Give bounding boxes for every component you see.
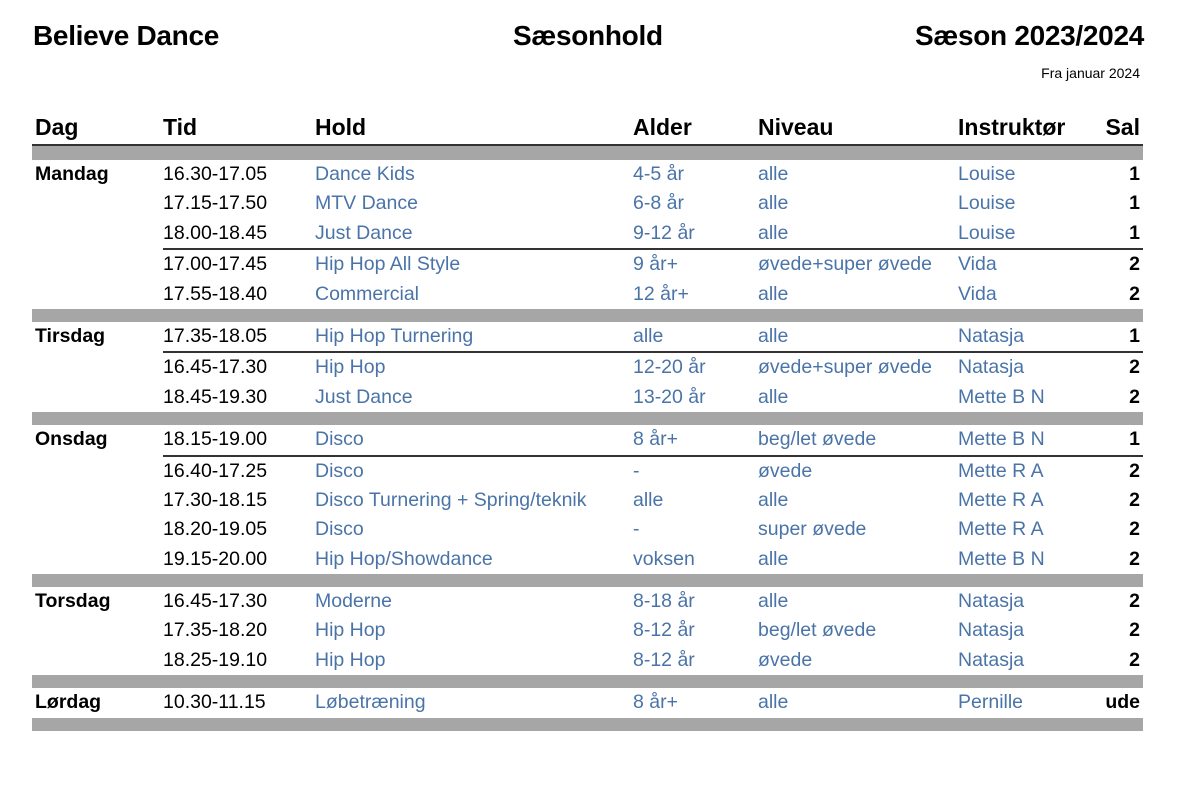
class-name-cell: MTV Dance xyxy=(315,192,418,215)
table-row xyxy=(32,189,1143,218)
time-cell: 17.15-17.50 xyxy=(163,192,268,215)
class-name-cell: Disco Turnering + Spring/teknik xyxy=(315,488,587,511)
room-cell: 2 xyxy=(1129,547,1140,570)
time-cell: 10.30-11.15 xyxy=(163,691,266,714)
room-cell: 1 xyxy=(1129,428,1140,451)
instructor-cell: Vida xyxy=(958,282,997,305)
age-cell: 12 år+ xyxy=(633,282,689,305)
time-cell: 19.15-20.00 xyxy=(163,547,268,570)
class-name-cell: Hip Hop xyxy=(315,648,386,671)
class-name-cell: Disco xyxy=(315,518,364,541)
time-cell: 18.15-19.00 xyxy=(163,428,268,451)
time-cell: 16.45-17.30 xyxy=(163,590,268,613)
level-cell: alle xyxy=(758,221,789,244)
time-cell: 17.35-18.05 xyxy=(163,324,268,347)
table-row xyxy=(32,160,1143,189)
age-cell: alle xyxy=(633,324,664,347)
day-label: Torsdag xyxy=(35,590,111,613)
table-row xyxy=(163,248,1143,279)
age-cell: 9-12 år xyxy=(633,221,695,244)
instructor-cell: Mette R A xyxy=(958,518,1044,541)
level-cell: øvede+super øvede xyxy=(758,356,932,379)
table-row xyxy=(32,515,1143,544)
table-row xyxy=(32,688,1143,717)
time-cell: 18.00-18.45 xyxy=(163,221,268,244)
table-row xyxy=(32,280,1143,309)
level-cell: alle xyxy=(758,547,789,570)
day-label: Mandag xyxy=(35,163,109,185)
age-cell: 9 år+ xyxy=(633,253,678,276)
room-cell: 2 xyxy=(1129,459,1140,482)
room-cell: 2 xyxy=(1129,619,1140,642)
table-row xyxy=(32,219,1143,248)
level-cell: beg/let øvede xyxy=(758,428,877,451)
room-cell: 1 xyxy=(1129,192,1140,215)
room-cell: 2 xyxy=(1129,488,1140,511)
class-name-cell: Hip Hop Turnering xyxy=(315,324,474,347)
room-cell: ude xyxy=(1105,691,1140,714)
age-cell: - xyxy=(633,518,640,541)
room-cell: 2 xyxy=(1129,282,1140,305)
room-cell: 2 xyxy=(1129,385,1140,408)
time-cell: 18.25-19.10 xyxy=(163,648,268,671)
time-cell: 18.45-19.30 xyxy=(163,385,268,408)
time-cell: 16.30-17.05 xyxy=(163,163,268,185)
table-row xyxy=(32,646,1143,675)
level-cell: øvede xyxy=(758,648,813,671)
instructor-cell: Mette B N xyxy=(958,385,1045,408)
day-group-lørdag xyxy=(32,688,1143,717)
instructor-cell: Natasja xyxy=(958,619,1025,642)
season-title: Sæson 2023/2024 xyxy=(915,20,1144,51)
class-name-cell: Commercial xyxy=(315,282,420,305)
class-name-cell: Moderne xyxy=(315,590,392,613)
separator-bar xyxy=(32,718,1143,731)
table-row xyxy=(32,616,1143,645)
age-cell: - xyxy=(633,459,640,482)
instructor-cell: Mette R A xyxy=(958,459,1044,482)
schedule-table xyxy=(32,108,1143,731)
separator-bar xyxy=(32,675,1143,688)
class-name-cell: Just Dance xyxy=(315,385,413,408)
class-name-cell: Disco xyxy=(315,459,364,482)
instructor-cell: Pernille xyxy=(958,691,1024,714)
age-cell: 13-20 år xyxy=(633,385,706,408)
age-cell: 8-12 år xyxy=(633,648,695,671)
level-cell: alle xyxy=(758,488,789,511)
class-name-cell: Just Dance xyxy=(315,221,413,244)
level-cell: alle xyxy=(758,163,789,185)
room-cell: 2 xyxy=(1129,518,1140,541)
room-cell: 1 xyxy=(1129,163,1140,185)
level-cell: alle xyxy=(758,324,789,347)
level-cell: alle xyxy=(758,385,789,408)
table-row xyxy=(32,486,1143,515)
day-label: Tirsdag xyxy=(35,324,106,347)
room-cell: 1 xyxy=(1129,221,1140,244)
room-cell: 2 xyxy=(1129,356,1140,379)
age-cell: 8-12 år xyxy=(633,619,695,642)
table-row xyxy=(32,545,1143,574)
col-header-instruktor: Instruktør xyxy=(958,114,1066,140)
table-row xyxy=(32,425,1143,454)
col-header-alder: Alder xyxy=(633,114,692,140)
class-name-cell: Hip Hop xyxy=(315,356,386,379)
club-name: Believe Dance xyxy=(33,20,219,51)
level-cell: alle xyxy=(758,691,789,714)
instructor-cell: Louise xyxy=(958,221,1016,244)
separator-bar xyxy=(32,146,1143,160)
age-cell: 8 år+ xyxy=(633,691,678,714)
table-row xyxy=(32,383,1143,412)
time-cell: 17.30-18.15 xyxy=(163,488,268,511)
table-header xyxy=(32,108,1143,146)
room-cell: 1 xyxy=(1129,324,1140,347)
col-header-sal: Sal xyxy=(1105,114,1140,140)
class-name-cell: Dance Kids xyxy=(315,163,415,185)
separator-bar xyxy=(32,309,1143,322)
age-cell: alle xyxy=(633,488,664,511)
separator-bar xyxy=(32,412,1143,425)
col-header-tid: Tid xyxy=(163,114,198,140)
day-label: Lørdag xyxy=(35,691,102,714)
instructor-cell: Mette R A xyxy=(958,488,1044,511)
instructor-cell: Mette B N xyxy=(958,428,1045,451)
age-cell: 8 år+ xyxy=(633,428,678,451)
level-cell: super øvede xyxy=(758,518,867,541)
class-name-cell: Hip Hop xyxy=(315,619,386,642)
instructor-cell: Mette B N xyxy=(958,547,1045,570)
level-cell: øvede xyxy=(758,459,813,482)
time-cell: 17.55-18.40 xyxy=(163,282,268,305)
instructor-cell: Vida xyxy=(958,253,997,276)
class-name-cell: Disco xyxy=(315,428,364,451)
instructor-cell: Louise xyxy=(958,192,1016,215)
day-group-onsdag xyxy=(32,425,1143,574)
instructor-cell: Louise xyxy=(958,163,1016,185)
day-group-tirsdag xyxy=(32,322,1143,412)
time-cell: 18.20-19.05 xyxy=(163,518,268,541)
age-cell: 6-8 år xyxy=(633,192,684,215)
day-group-mandag xyxy=(32,160,1143,309)
class-name-cell: Løbetræning xyxy=(315,691,426,714)
age-cell: 12-20 år xyxy=(633,356,706,379)
table-row xyxy=(32,322,1143,351)
separator-bar xyxy=(32,574,1143,587)
age-cell: 4-5 år xyxy=(633,163,684,185)
level-cell: beg/let øvede xyxy=(758,619,877,642)
class-name-cell: Hip Hop All Style xyxy=(315,253,461,276)
valid-from-note: Fra januar 2024 xyxy=(1041,65,1140,81)
col-header-dag: Dag xyxy=(35,114,79,140)
time-cell: 16.45-17.30 xyxy=(163,356,268,379)
table-row xyxy=(163,351,1143,382)
day-label: Onsdag xyxy=(35,428,108,451)
room-cell: 2 xyxy=(1129,648,1140,671)
level-cell: øvede+super øvede xyxy=(758,253,932,276)
document-title: Sæsonhold xyxy=(513,20,663,51)
instructor-cell: Natasja xyxy=(958,648,1025,671)
level-cell: alle xyxy=(758,282,789,305)
level-cell: alle xyxy=(758,192,789,215)
col-header-niveau: Niveau xyxy=(758,114,834,140)
class-name-cell: Hip Hop/Showdance xyxy=(315,547,493,570)
instructor-cell: Natasja xyxy=(958,590,1025,613)
age-cell: 8-18 år xyxy=(633,590,695,613)
day-group-torsdag xyxy=(32,587,1143,675)
table-row xyxy=(163,455,1143,486)
table-body xyxy=(32,160,1143,731)
time-cell: 17.00-17.45 xyxy=(163,253,268,276)
age-cell: voksen xyxy=(633,547,695,570)
col-header-hold: Hold xyxy=(315,114,367,140)
table-row xyxy=(32,587,1143,616)
time-cell: 16.40-17.25 xyxy=(163,459,268,482)
time-cell: 17.35-18.20 xyxy=(163,619,268,642)
room-cell: 2 xyxy=(1129,253,1140,276)
instructor-cell: Natasja xyxy=(958,324,1025,347)
level-cell: alle xyxy=(758,590,789,613)
instructor-cell: Natasja xyxy=(958,356,1025,379)
room-cell: 2 xyxy=(1129,590,1140,613)
